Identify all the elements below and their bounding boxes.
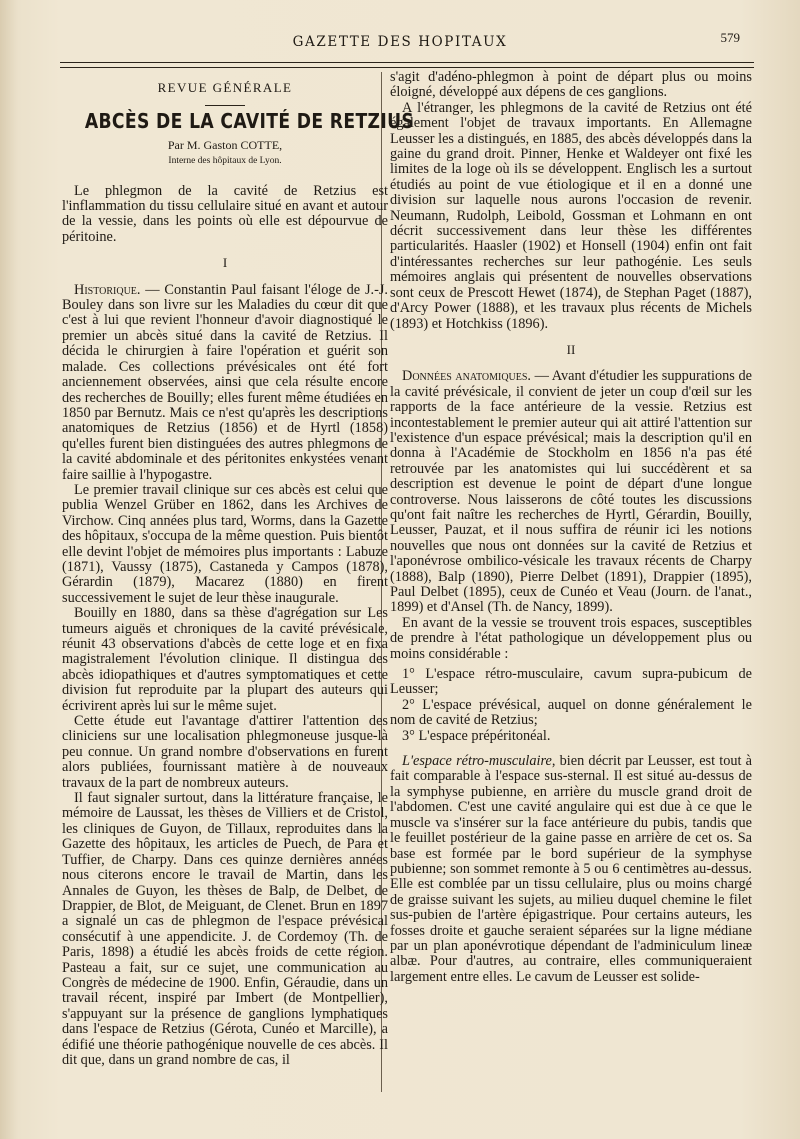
paragraph: En avant de la vessie se trouvent trois espaces, susceptibles de prendre à l'état pathologique un développement plus ou moins considérable : — [390, 614, 752, 662]
header-rule — [60, 62, 754, 63]
donnees-text: — Avant d'étudier les suppurations de la cavité prévésicale, il convient de jeter un coup d'œil sur les rapports de la face antérieure de la vessie. Retzius est incontestablement le premier auteur qui ait attiré l'attention sur l'existence d'un espace prévésical; mais la description qu'il en donna à l'Académie de Stockholm en 1856 n'a pas été retrouvée par les anatomistes qui lui succédèrent et sa description est devenue le point de départ d'une longue controverse. Nous laisserons de côté toutes les discussions qu'ont fait naître les recherches de Hyrtl, Gérardin, Bouilly, Leusser, Pauzat, et il nous suffira de réunir ici les notions nouvelles que nous ont données sur la cavité de Retzius et l'aponévrose ombilico-vésicale les travaux récents de Charpy (1888), Balp (1890), Pierre Delbet (1891), Drappier (1895), Paul Delbet (1895), ceux de Cunéo et Veau (Journ. de l'anat., 1899) et d'Ansel (Th. de Nancy, 1899). — [390, 368, 752, 616]
paragraph: s'agit d'adéno-phlegmon à point de départ plus ou moins éloigné, développé aux dépens de ces ganglions. — [390, 69, 752, 101]
historique-text: — Constantin Paul faisant l'éloge de J.-J. Bouley dans son livre sur les Maladies du cœur dit que c'est à lui que revient l'honneur d'avoir diagnostiqué le premier un abcès situé dans la cavité de Retzius. Il décida le chirurgien à faire l'opération et guérit son malade. Ces collections prévésicales ont été fort anciennement observées, ainsi que cela résulte encore des recherches de Bouilly; elles furent même étudiées en 1850 par Bernutz. Mais ce n'est qu'après les descriptions anatomiques de Retzius (1856) et de Hyrtl (1858) qu'elles furent bien distinguées des autres phlegmons de la cavité abdominale et des péritonites enkystées venant faire saillie à l'hypogastre. — [62, 281, 388, 483]
part-numeral: II — [566, 341, 576, 357]
paragraph: Bouilly en 1880, dans sa thèse d'agrégation sur Les tumeurs aiguës et chroniques de la cavité prévésicale, réunit 43 observations d'abcès de cette loge et en fixa magistralement l'évolution clinique. Il distingua des abcès idiopathiques et d'autres symptomatiques et cette division fut reproduite par la plupart des auteurs qui écrivirent après lui sur le même sujet. — [62, 605, 388, 714]
list-item: 1° L'espace rétro-musculaire, cavum supra-pubicum de Leusser; — [390, 666, 752, 698]
intro-paragraph: Le phlegmon de la cavité de Retzius est l'inflammation du tissu cellulaire situé en avant et autour de la vessie, dans les points où elle est dépourvue de péritoine. — [62, 182, 388, 245]
section-heading: REVUE GÉNÉRALE — [157, 80, 293, 95]
left-column — [62, 70, 415, 1068]
retro-label: L'espace rétro-musculaire — [402, 753, 552, 770]
donnees-paragraph — [390, 369, 752, 616]
paragraph: Le premier travail clinique sur ces abcès est celui que publia Wenzel Grüber en 1862, dans les Archives de Virchow. Cinq années plus tard, Worms, dans la Gazette des hôpitaux, s'occupa de la même question. Puis bientôt elle devint l'objet de mémoires plus importants : Labuze (1871), Vaussy (1875), Castaneda y Campos (1878), Gérardin (1879), Macarez (1880) en firent successivement le sujet de leur thèse inaugurale. — [62, 481, 388, 606]
right-column — [390, 70, 752, 985]
paragraph: Cette étude eut l'avantage d'attirer l'attention des cliniciens sur une localisation phlegmoneuse jusque-là peu connue. Un grand nombre d'observations en furent alors publiées, fournissant matière à de nouveaux travaux de la part de nombreux auteurs. — [62, 713, 388, 791]
header-rule-thin — [60, 67, 754, 68]
list-item: 3° L'espace prépéritonéal. — [402, 727, 551, 744]
byline: Par M. Gaston COTTE, — [167, 137, 283, 152]
short-rule — [205, 105, 245, 106]
historique-label: Historique. — [74, 281, 141, 298]
article-title: ABCÈS DE LA CAVITÉ DE RETZIUS — [84, 109, 415, 134]
page-number: 579 — [720, 30, 740, 45]
running-title: GAZETTE DES HOPITAUX — [292, 34, 508, 50]
part-numeral: I — [222, 255, 228, 271]
affiliation: Interne des hôpitaux de Lyon. — [168, 156, 282, 167]
retro-text: , bien décrit par Leusser, est tout à fait comparable à l'espace sus-sternal. Il est situé au-dessus de la symphyse pubienne, en arrière du muscle grand droit de l'abdomen. C'est une cavité angulaire qui est due à ce que le muscle va s'insérer sur la face antérieure du pubis, tandis que le feuillet postérieur de la gaine passe en arrière de cet os. Sa base est formée par le bord supérieur de la symphyse pubienne; son sommet remonte à 5 ou 6 centimètres au-dessus. Elle est comblée par un tissu cellulaire, plus ou moins chargé de graisse suivant les sujets, au milieu duquel chemine le filet sus-pubien de l'artère épigastrique. Pour certains auteurs, les fosses droite et gauche seraient séparées sur la ligne médiane par un plan aponévrotique dépendant de l'adminiculum lineæ albæ. Pour d'autres, au contraire, elles communiqueraient largement entre elles. Le cavum de Leusser est solide- — [390, 753, 752, 985]
historique-paragraph — [62, 283, 388, 483]
list-item: 2° L'espace prévésical, auquel on donne généralement le nom de cavité de Retzius; — [390, 696, 752, 729]
donnees-label: Données anatomiques. — [402, 368, 532, 385]
paragraph: Il faut signaler surtout, dans la littérature française, le mémoire de Laussat, les thèses de Villiers et de Cristol, les cliniques de Guyon, de Tillaux, reproduites dans la Gazette des hôpitaux, les articles de Puech, de Para et Tuffier, de Charpy. Dans ces quinze dernières années nous citerons encore le travail de Martin, dans les Annales de Guyon, les thèses de Balp, de Delbet, de Drappier, de Blot, de Meiguant, de Clenet. Brun en 1897 a signalé un cas de phlegmon de l'espace prévésical consécutif à une appendicite. J. de Cordemoy (Th. de Paris, 1898) a étudié les abcès froids de cette région. Pasteau a fait, sur ce sujet, une communication au Congrès de médecine de 1900. Enfin, Géraudie, dans un travail récent, inspiré par Imbert (de Montpellier), s'appuyant sur la présence de ganglions lymphatiques dans l'espace de Retzius (Gérota, Cunéo et Marcille), a édifié une théorie pathogénique nouvelle de ces abcès. Il dit que, dans un grand nombre de cas, il — [62, 790, 388, 1068]
retro-paragraph — [390, 754, 752, 985]
paragraph: A l'étranger, les phlegmons de la cavité de Retzius ont été également l'objet de travaux importants. En Allemagne Leusser les a distingués, en 1885, des abcès développés dans la gaine du grand droit. Pinner, Henke et Waldeyer ont fixé les limites de la loge où ils se développent. Englisch les a surtout étudiés au point de vue étiologique et il en a donné une division sur laquelle nous aurons l'occasion de revenir. Neumann, Rudolph, Leibold, Gossman et Lohmann en ont décrit successivement dans leur thèse les différentes particularités. Haasler (1902) et Honsell (1904) enfin ont fait d'intéressantes recherches sur leur pathogénie. Les seuls mémoires anglais qui présentent de nouvelles observations sont ceux de Prescott Hewet (1874), de Stephan Paget (1887), d'Arcy Power (1888), et les travaux plus récents de Michels (1893) et Hotchkiss (1896). — [390, 99, 752, 332]
